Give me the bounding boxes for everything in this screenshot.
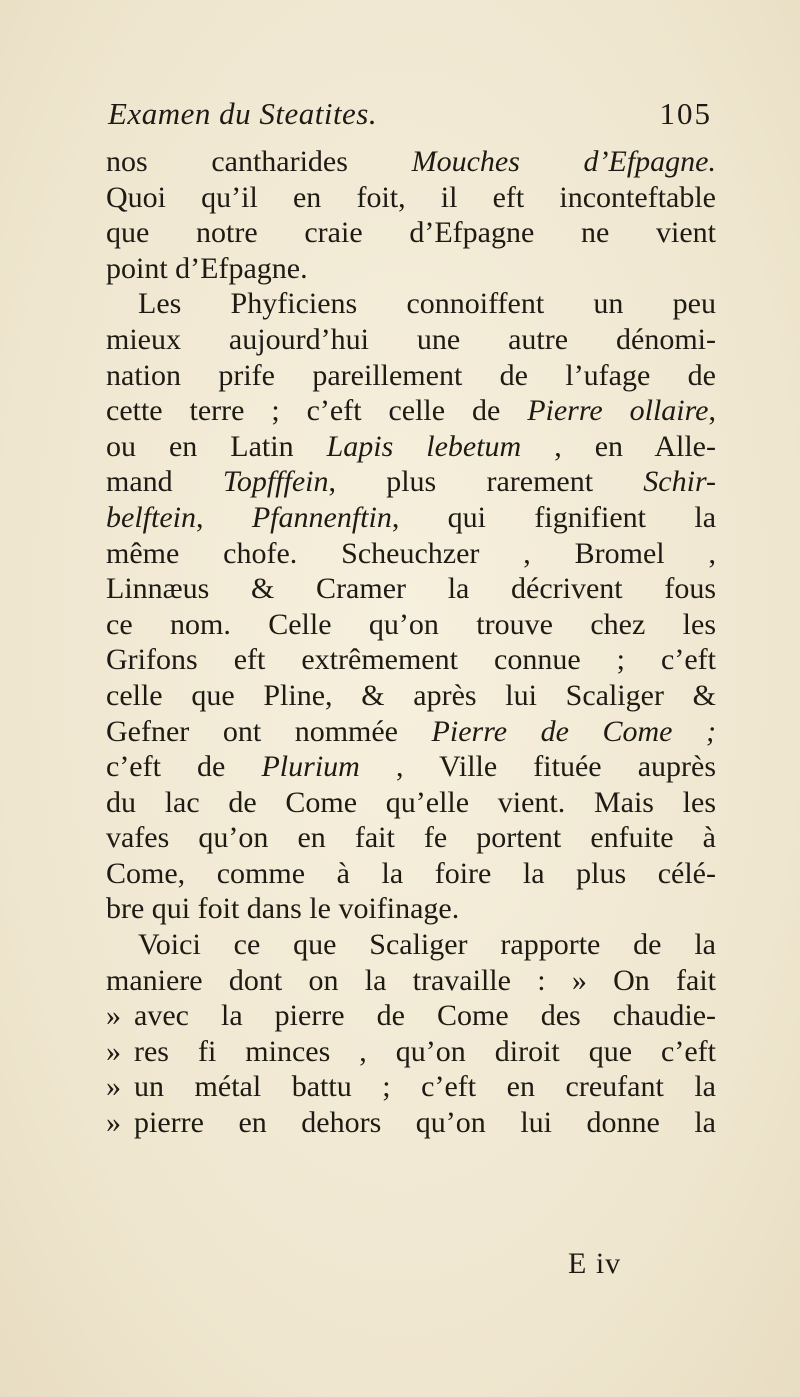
text-line: que notre craie d’Efpagne ne vient	[106, 216, 716, 250]
text-line: point d’Efpagne.	[106, 251, 308, 285]
text-line: nation prife pareillement de l’ufage de	[106, 358, 716, 392]
text-line: même chofe. Scheuchzer , Bromel ,	[106, 536, 716, 570]
quote-mark: »	[106, 1106, 121, 1140]
quoted-line: » un métal battu ; c’eft en creufant la	[106, 1070, 716, 1104]
signature-mark: E iv	[568, 1247, 622, 1280]
quoted-line: » res fi minces , qu’on diroit que c’eft	[106, 1034, 716, 1068]
running-title: Examen du Steatites.	[108, 96, 378, 131]
quoted-line: » avec la pierre de Come des chaudie-	[106, 999, 716, 1033]
text-line: ce nom. Celle qu’on trouve chez les	[106, 607, 716, 641]
page-number: 105	[659, 96, 712, 131]
text-line: belftein, Pfannenftin, qui fignifient la	[106, 500, 717, 534]
text-line: cette terre ; c’eft celle de Pierre ollaire,	[106, 394, 716, 428]
text-line: Gefner ont nommée Pierre de Come ;	[106, 714, 716, 748]
page-header	[0, 96, 800, 140]
text-line: c’eft de Plurium , Ville fituée auprès	[106, 750, 716, 784]
text-line: Voici ce que Scaliger rapporte de la	[138, 928, 716, 962]
text-line: mand Topfffein, plus rarement Schir-	[106, 465, 717, 499]
quote-mark: »	[106, 999, 121, 1033]
text-line: vafes qu’on en fait fe portent enfuite à	[106, 821, 716, 855]
quote-mark: »	[106, 1034, 121, 1068]
text-line: celle que Pline, & après lui Scaliger &	[106, 678, 716, 712]
text-line: Grifons eft extrêmement connue ; c’eft	[106, 643, 716, 677]
text-line: mieux aujourd’hui une autre dénomi-	[106, 322, 716, 356]
text-line: Come, comme à la foire la plus célé-	[106, 856, 716, 890]
text-line: ou en Latin Lapis lebetum , en Alle-	[106, 429, 716, 463]
quoted-line: » pierre en dehors qu’on lui donne la	[106, 1106, 716, 1140]
text-line: Quoi qu’il en foit, il eft inconteftable	[106, 180, 716, 214]
text-line: nos cantharides Mouches d’Efpagne.	[106, 145, 716, 178]
text-line: bre qui foit dans le voifinage.	[106, 892, 460, 926]
text-line: maniere dont on la travaille : » On fait	[106, 963, 716, 997]
quote-mark: »	[106, 1070, 121, 1104]
body-text	[106, 144, 716, 1141]
text-line: du lac de Come qu’elle vient. Mais les	[106, 785, 716, 819]
text-line: Linnæus & Cramer la décrivent fous	[106, 572, 716, 606]
text-line: Les Phyficiens connoiffent un peu	[138, 287, 716, 321]
